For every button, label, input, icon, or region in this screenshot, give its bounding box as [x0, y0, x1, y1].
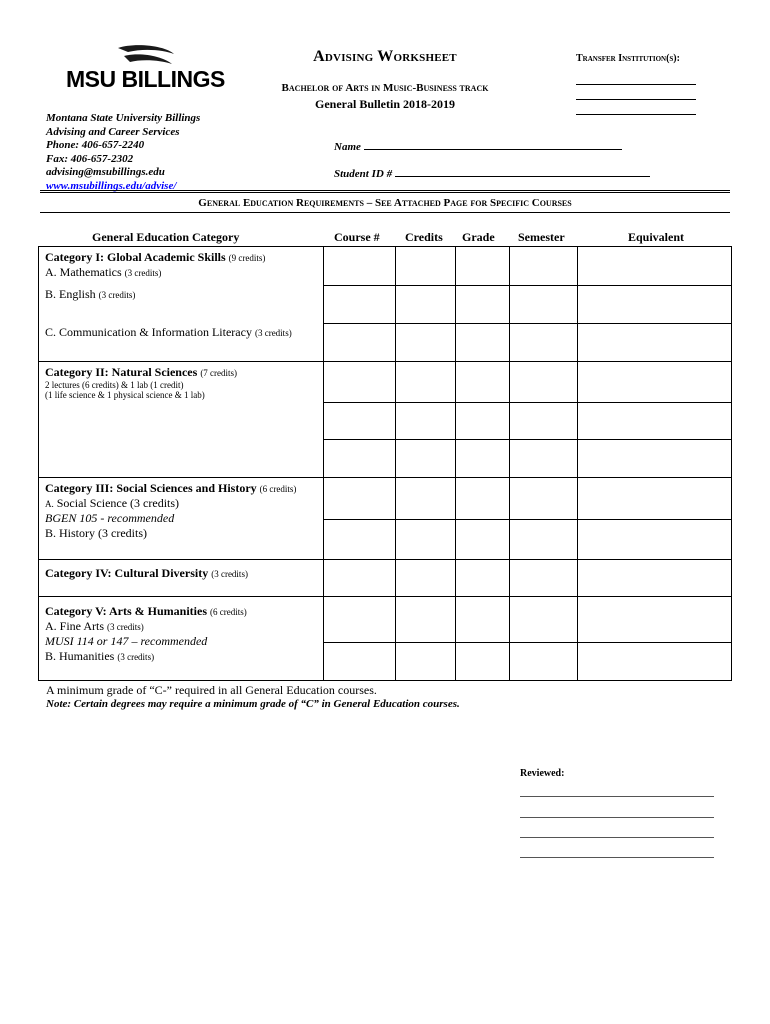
category-3-title: Category III: Social Sciences and History	[45, 481, 257, 495]
category-3-credits: (6 credits)	[259, 484, 297, 494]
semester-cell[interactable]	[510, 324, 578, 362]
reviewed-label: Reviewed:	[520, 768, 565, 779]
course-cell[interactable]	[324, 362, 396, 403]
category-1-c-credits: (3 credits)	[254, 328, 292, 338]
program-subtitle: Bachelor of Arts in Music-Business track	[281, 82, 489, 94]
phone-number: Phone: 406-657-2240	[46, 139, 145, 151]
header-rule-top	[40, 190, 730, 193]
grade-cell[interactable]	[456, 286, 510, 324]
transfer-line-3[interactable]	[576, 100, 696, 115]
equivalent-cell[interactable]	[578, 324, 732, 362]
category-4-cell	[39, 560, 324, 597]
category-5-b-credits: (3 credits)	[117, 652, 155, 662]
course-cell[interactable]	[324, 520, 396, 560]
category-2-title: Category II: Natural Sciences	[45, 365, 198, 379]
col-header-credits: Credits	[405, 230, 443, 244]
credits-cell[interactable]	[396, 440, 456, 478]
credits-cell[interactable]	[396, 597, 456, 643]
grade-cell[interactable]	[456, 643, 510, 681]
table-row	[39, 362, 732, 403]
category-1-a-credits: (3 credits)	[124, 268, 162, 278]
category-5-recommendation: MUSI 114 or 147 – recommended	[45, 634, 208, 648]
category-1-b-credits: (3 credits)	[98, 290, 136, 300]
category-1-a: A. Mathematics	[45, 265, 122, 279]
semester-cell[interactable]	[510, 362, 578, 403]
credits-cell[interactable]	[396, 560, 456, 597]
credits-cell[interactable]	[396, 324, 456, 362]
category-2-credits: (7 credits)	[200, 368, 238, 378]
equivalent-cell[interactable]	[578, 362, 732, 403]
course-cell[interactable]	[324, 440, 396, 478]
equivalent-cell[interactable]	[578, 597, 732, 643]
grade-cell[interactable]	[456, 560, 510, 597]
gen-ed-section-header: General Education Requirements – See Attached Page for Specific Courses	[198, 197, 572, 209]
category-2-cell	[39, 362, 324, 478]
title-block	[250, 48, 520, 112]
grade-cell[interactable]	[456, 247, 510, 286]
category-5-a-credits: (3 credits)	[107, 622, 144, 632]
swoosh-icon	[116, 44, 176, 68]
course-cell[interactable]	[324, 597, 396, 643]
course-cell[interactable]	[324, 324, 396, 362]
semester-cell[interactable]	[510, 403, 578, 440]
credits-cell[interactable]	[396, 286, 456, 324]
equivalent-cell[interactable]	[578, 520, 732, 560]
col-header-semester: Semester	[518, 230, 565, 244]
col-header-equivalent: Equivalent	[628, 230, 685, 244]
semester-cell[interactable]	[510, 440, 578, 478]
transfer-label: Transfer Institution(s):	[576, 53, 680, 64]
category-2-line-1: 2 lectures (6 credits) & 1 lab (1 credit)	[45, 380, 184, 390]
category-3-cell	[39, 478, 324, 560]
semester-cell[interactable]	[510, 520, 578, 560]
category-2-line-2: (1 life science & 1 physical science & 1 lab)	[45, 390, 205, 400]
reviewed-line-2[interactable]	[520, 817, 714, 818]
course-cell[interactable]	[324, 478, 396, 520]
credits-cell[interactable]	[396, 643, 456, 681]
category-5-b: B. Humanities	[45, 649, 115, 663]
equivalent-cell[interactable]	[578, 286, 732, 324]
grade-cell[interactable]	[456, 520, 510, 560]
equivalent-cell[interactable]	[578, 643, 732, 681]
bulletin-year: General Bulletin 2018-2019	[315, 97, 455, 111]
name-label: Name	[334, 141, 361, 153]
credits-cell[interactable]	[396, 403, 456, 440]
contact-info	[46, 112, 200, 193]
logo-text: MSU BILLINGS	[66, 66, 225, 92]
category-5-a: A. Fine Arts	[45, 619, 105, 633]
department-name: Advising and Career Services	[46, 125, 180, 138]
transfer-line-2[interactable]	[576, 85, 696, 100]
table-row	[39, 560, 732, 597]
credits-cell[interactable]	[396, 478, 456, 520]
name-field	[334, 140, 622, 153]
table-row	[39, 597, 732, 643]
course-cell[interactable]	[324, 286, 396, 324]
equivalent-cell[interactable]	[578, 403, 732, 440]
grade-cell[interactable]	[456, 403, 510, 440]
semester-cell[interactable]	[510, 247, 578, 286]
certain-degrees-note: Note: Certain degrees may require a minimum grade of “C” in General Education courses.	[46, 698, 460, 710]
category-1-cell	[39, 247, 324, 362]
credits-cell[interactable]	[396, 520, 456, 560]
table-row	[39, 478, 732, 520]
category-3-a: Social Science (3 credits)	[56, 496, 180, 510]
credits-cell[interactable]	[396, 247, 456, 286]
student-id-input-line[interactable]	[395, 167, 650, 177]
website-link[interactable]: www.msubillings.edu/advise/	[46, 179, 177, 192]
category-1-credits: (9 credits)	[228, 253, 266, 263]
reviewed-line-4[interactable]	[520, 857, 714, 858]
grade-cell[interactable]	[456, 597, 510, 643]
category-1-b: B. English	[45, 287, 96, 301]
category-1-title: Category I: Global Academic Skills	[45, 250, 226, 264]
category-5-title: Category V: Arts & Humanities	[45, 604, 207, 618]
course-cell[interactable]	[324, 247, 396, 286]
category-5-credits: (6 credits)	[210, 607, 247, 617]
msu-billings-logo	[66, 44, 225, 94]
gen-ed-table	[38, 246, 732, 681]
reviewed-line-3[interactable]	[520, 837, 714, 838]
minimum-grade-note: A minimum grade of “C-” required in all General Education courses.	[46, 683, 377, 697]
semester-cell[interactable]	[510, 286, 578, 324]
category-3-b: B. History (3 credits)	[45, 526, 147, 540]
grade-cell[interactable]	[456, 440, 510, 478]
category-3-a-prefix: A.	[45, 499, 54, 509]
student-id-label: Student ID #	[334, 168, 393, 180]
col-header-course: Course #	[334, 230, 380, 244]
grade-cell[interactable]	[456, 478, 510, 520]
university-name: Montana State University Billings	[46, 112, 201, 124]
header-rule-bottom	[40, 212, 730, 213]
grade-cell[interactable]	[456, 362, 510, 403]
equivalent-cell[interactable]	[578, 478, 732, 520]
semester-cell[interactable]	[510, 597, 578, 643]
email-address: advising@msubillings.edu	[46, 166, 165, 178]
category-4-credits: (3 credits)	[211, 569, 248, 579]
fax-number: Fax: 406-657-2302	[46, 152, 134, 165]
student-id-field	[334, 167, 650, 180]
grade-cell[interactable]	[456, 324, 510, 362]
equivalent-cell[interactable]	[578, 560, 732, 597]
course-cell[interactable]	[324, 560, 396, 597]
category-4-title: Category IV: Cultural Diversity	[45, 566, 209, 580]
semester-cell[interactable]	[510, 478, 578, 520]
semester-cell[interactable]	[510, 560, 578, 597]
semester-cell[interactable]	[510, 643, 578, 681]
col-header-category: General Education Category	[92, 230, 240, 244]
col-header-grade: Grade	[462, 230, 495, 244]
category-3-recommendation: BGEN 105 - recommended	[45, 511, 175, 525]
page-title: Advising Worksheet	[313, 48, 457, 65]
course-cell[interactable]	[324, 643, 396, 681]
category-5-cell	[39, 597, 324, 681]
equivalent-cell[interactable]	[578, 440, 732, 478]
credits-cell[interactable]	[396, 362, 456, 403]
category-1-c: C. Communication & Information Literacy	[45, 325, 252, 339]
course-cell[interactable]	[324, 403, 396, 440]
equivalent-cell[interactable]	[578, 247, 732, 286]
table-row	[39, 247, 732, 286]
transfer-line-1[interactable]	[576, 64, 696, 85]
reviewed-line-1[interactable]	[520, 796, 714, 797]
name-input-line[interactable]	[364, 140, 622, 150]
transfer-institutions	[576, 53, 700, 115]
